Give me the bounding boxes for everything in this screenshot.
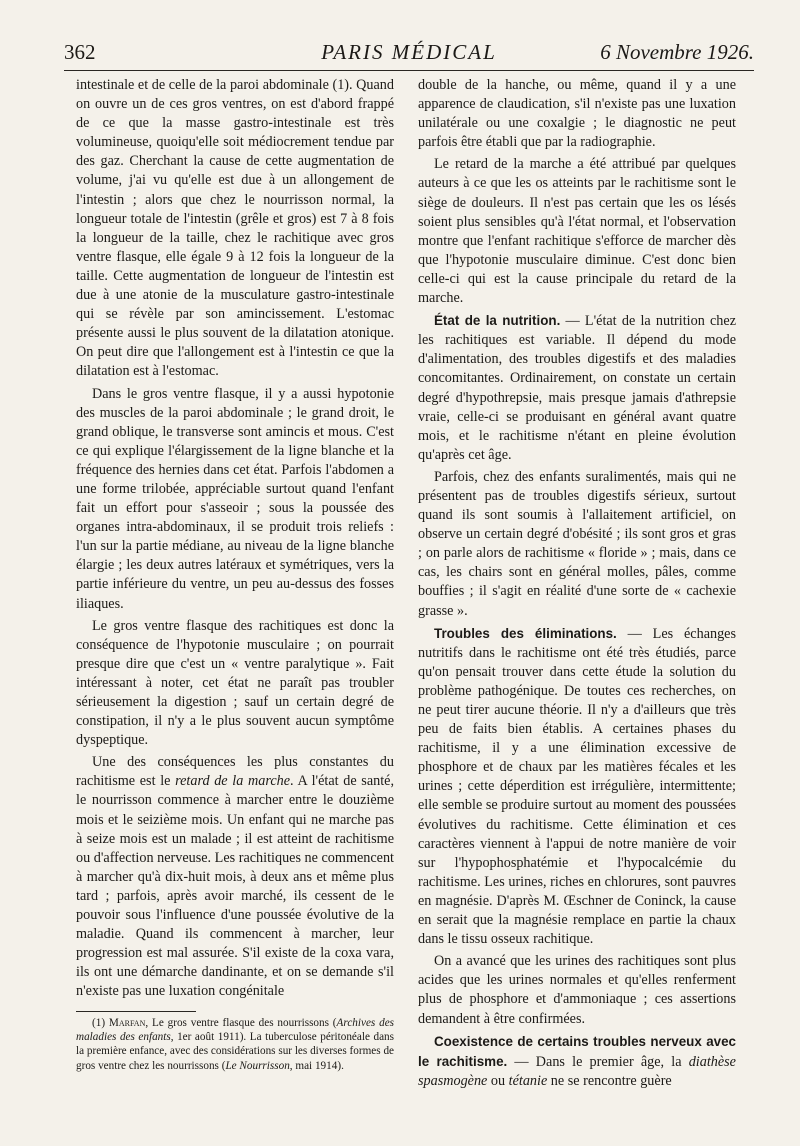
text-run: — Dans le premier âge, la xyxy=(507,1053,689,1070)
section-heading: Troubles des éliminations. xyxy=(434,625,617,641)
running-header xyxy=(64,40,754,71)
text-run: — Les échanges nutritifs dans le rachitisme ont été très étudiés, parce qu'on pensait trouver dans cette étude la solution du problème pathogénique. De toutes ces recherches, on ne peut tirer aucune théorie. Il n'y a d'ailleurs que très peu de faits bien établis. A certaines phases du rachitisme, il y a une élimination excessive de phosphore et de chaux par les matières fécales et les urines ; cette déperdition est irrégulière, intermittente; elle semble se produire surtout au moment des poussées évolutives du rachitisme. Cette élimination et ces caractères viennent à l'appui de notre manière de voir sur l'hypophosphatémie et l'hypocalcémie du rachitisme. Les urines, riches en chlorures, sont pauvres en magnésie. D'après M. Œschner de Coninck, la cause en serait que la magnésie remplace en partie la chaux dans le tissu osseux rachitique. xyxy=(418,625,736,948)
journal-title: PARIS MÉDICAL xyxy=(321,40,497,64)
left-column xyxy=(76,76,394,1076)
paragraph: Dans le gros ventre flasque, il y a aussi hypotonie des muscles de la paroi abdominale ; le grand droit, le grand oblique, le transverse sont amincis et mous. C'est ce qui explique l'élargissement de la ligne blanche et la fréquence des hernies dans cet état. Parfois l'abdomen a une forme trilobée, appréciable surtout quand l'enfant fait un effort pour s'asseoir ; sous la poussée des organes intra-abdominaux, il se produit trois reliefs : l'un sur la partie médiane, au niveau de la ligne blanche élargie ; les deux autres latéraux et symétriques, vers la partie inférieure du ventre, un peu au-dessus des fosses iliaques. xyxy=(76,385,394,612)
paragraph xyxy=(418,624,736,950)
paragraph: Parfois, chez des enfants suralimentés, mais qui ne présentent pas de troubles digestifs sérieux, surtout quand ils sont soumis à l'allaitement artificiel, on observe un certain degré d'obésité ; ils sont gros et gras ; on parle alors de rachitisme « floride » ; mais, dans ce cas, les chairs sont en général molles, pâles, comme bouffies ; il s'agit en réalité d'une sorte de « cachexie grasse ». xyxy=(418,468,736,619)
paragraph xyxy=(418,311,736,465)
text-run: Une des conséquences les plus constantes du rachitisme est le xyxy=(76,754,394,790)
page-number: 362 xyxy=(64,40,96,64)
text-run: — L'état de la nutrition chez les rachitiques est variable. Il dépend du mode d'alimentation, des troubles digestifs et des maladies concomitantes. Ordinairement, on constate un certain degré d'hypothrepsie, mais presque jamais d'athrepsie vraie, celle-ci se produisant en général avant quatre mois, et le rachitisme n'étant en pleine évolution qu'après cet âge. xyxy=(418,313,736,463)
paragraph: double de la hanche, ou même, quand il y a une apparence de claudication, s'il n'existe pas une luxation unilatérale ou une coxalgie ; le diagnostic ne peut parfois être établi que par la radiographie. xyxy=(418,77,736,151)
section-heading: Coexistence de certains troubles nerveux avec le rachitisme. xyxy=(418,1033,736,1069)
text-run: ne se rencontre guère xyxy=(547,1072,672,1089)
section-heading: État de la nutrition. xyxy=(434,313,561,329)
right-column xyxy=(418,76,736,1094)
footnote-author: Marfan xyxy=(108,1016,146,1029)
paragraph: Le retard de la marche a été attribué par quelques auteurs à ce que les os atteints par le rachitisme sont le siège de douleurs. Il n'est pas certain que les os lésés soient plus sensibles qu'à l'état normal, et l'observation montre que l'enfant rachitique s'efforce de marcher dès que l'hypotonie musculaire diminue. C'est donc bien celle-ci qui est la cause principale du retard de la marche. xyxy=(418,156,736,307)
issue-date: 6 Novembre 1926. xyxy=(600,40,754,64)
paragraph xyxy=(76,753,394,1001)
text-run: . A l'état de santé, le nourrisson commence à marcher entre le douzième mois et le seizième mois. Un enfant qui ne marche pas à seize mois est un malade ; il est atteint de rachitisme ou d'affection nerveuse. Les rachitiques ne commencent à marcher qu'à dix-huit mois, à deux ans et même plus tard ; parfois, après avoir marché, ils cessent de le pouvoir sous l'influence d'une poussée évolutive de la maladie. Quand ils commencent à marcher, leur progression est mal assurée. S'il existe de la coxa vara, ils ont une démarche dandinante, et on se demande s'il n'existe pas une luxation congénitale xyxy=(76,773,394,1000)
emphasis: retard de la marche xyxy=(175,773,291,790)
text-run: , Le gros ventre flasque des nourrissons ( xyxy=(145,1016,337,1029)
footnote xyxy=(76,1016,394,1074)
emphasis: diathèse spasmogène xyxy=(418,1053,736,1089)
footnote-number: (1) xyxy=(92,1016,106,1029)
text-run: , mai 1914). xyxy=(289,1059,344,1072)
emphasis: tétanie xyxy=(508,1072,548,1089)
paragraph: Le gros ventre flasque des rachitiques est donc la conséquence de l'hypotonie musculaire ; on pourrait presque dire que c'est un « ventre paralytique ». Fait intéressant à noter, cet état ne paraît pas troubler sérieusement la digestion ; sauf un certain degré de constipation, il n'y a le plus souvent aucun symptôme dyspeptique. xyxy=(76,617,394,749)
paragraph: intestinale et de celle de la paroi abdominale (1). Quand on ouvre un de ces gros ventres, on est d'abord frappé de ce que la masse gastro-intestinale est très volumineuse, quoiqu'elle soit médiocrement tendue par des gaz. Cherchant la cause de cette augmentation de volume, j'ai vu qu'elle est due à un allongement de l'intestin ; alors que chez le nourrisson normal, la longueur totale de l'intestin (grêle et gros) est 7 à 8 fois la longueur de la taille, chez le rachitique avec gros ventre flasque, elle égale 9 à 12 fois la longueur de la taille. Cette augmentation de longueur de l'intestin est due à une atonie de la musculature gastro-intestinale qui se révèle par son amincissement. L'estomac présente aussi le plus souvent de la dilatation atonique. On peut dire que l'allongement est à l'intestin ce que la dilatation est à l'estomac. xyxy=(76,77,394,380)
paragraph: On a avancé que les urines des rachitiques sont plus acides que les urines normales et qu'elles renferment plus de phosphore et d'ammoniaque ; ces assertions demandent à être confirmées. xyxy=(418,953,736,1027)
text-run: ou xyxy=(487,1072,509,1089)
text-run: , 1er août 1911). La tuberculose péritonéale dans la première enfance, avec des considérations sur les diverses formes de gros ventre chez les nourrissons ( xyxy=(76,1030,394,1072)
footnote-divider xyxy=(76,1011,196,1012)
paragraph xyxy=(418,1032,736,1091)
emphasis: Archives des maladies des enfants xyxy=(76,1016,395,1043)
emphasis: Le Nourrisson xyxy=(225,1059,290,1072)
